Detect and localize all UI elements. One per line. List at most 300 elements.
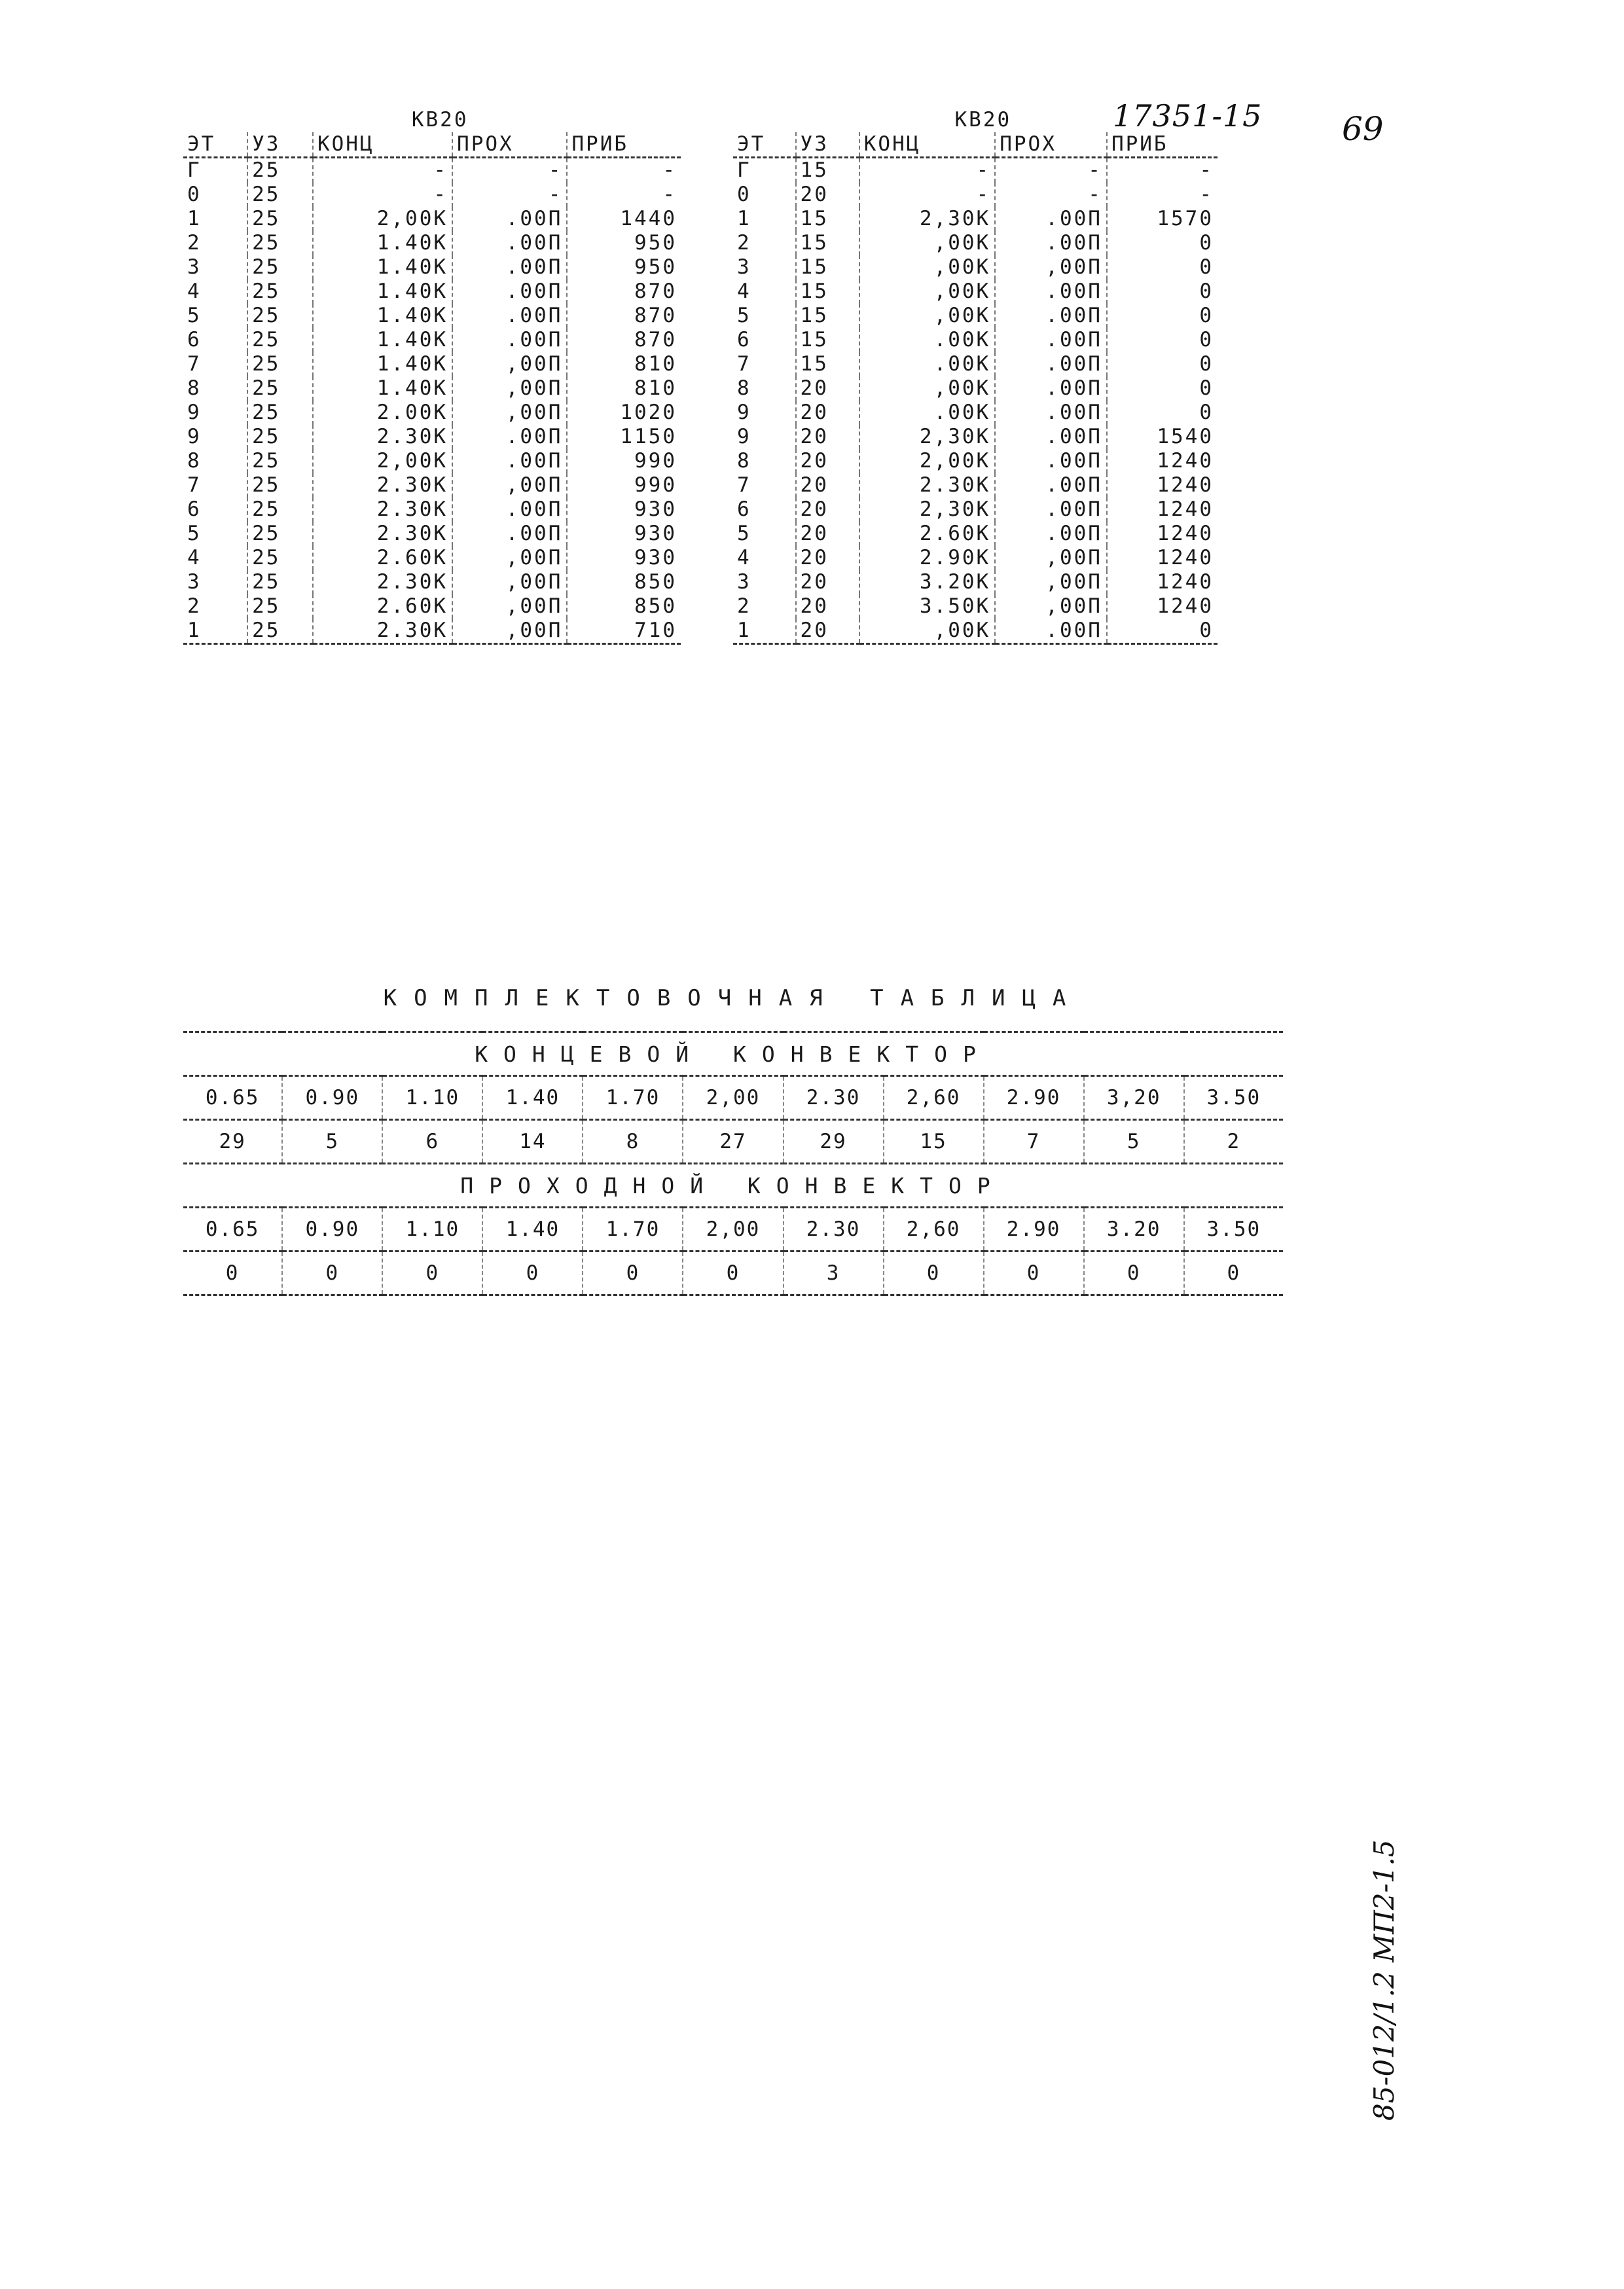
table-cell: ,00П [452, 570, 567, 594]
table-cell: - [313, 183, 452, 207]
table-row [183, 619, 681, 644]
table-cell: .00П [995, 328, 1107, 352]
table-row [733, 497, 1218, 522]
komplekt-table-title: КОМПЛЕКТОВОЧНАЯ ТАБЛИЦА [383, 985, 1083, 1011]
table-cell: - [567, 183, 681, 207]
table-row [183, 570, 681, 594]
table-cell: 7 [737, 352, 751, 376]
column-header: ПРОХ [452, 132, 567, 158]
table-cell: 3 [187, 255, 202, 279]
table-cell: ,00П [995, 546, 1107, 570]
count-cell: 29 [784, 1120, 884, 1164]
table-cell: 20 [796, 497, 859, 522]
table-cell: 2.60К [859, 522, 995, 546]
size-cell: 2,00 [683, 1208, 783, 1252]
table-cell: 2.30К [313, 619, 452, 644]
table-cell: 20 [796, 376, 859, 401]
table-row [733, 231, 1218, 255]
table-cell: 3 [737, 570, 751, 594]
table-cell: 15 [796, 304, 859, 328]
table-cell: .00П [452, 255, 567, 279]
table-cell: 25 [247, 522, 313, 546]
table-cell: 3 [187, 570, 202, 594]
table-cell: 810 [567, 352, 681, 376]
table-cell: 4 [187, 279, 202, 303]
table-cell: - [567, 158, 681, 183]
table-cell: 1240 [1107, 449, 1218, 473]
table-cell: 990 [567, 449, 681, 473]
table-cell: 25 [247, 570, 313, 594]
table-cell: .00П [995, 425, 1107, 449]
table-cell: 20 [796, 619, 859, 644]
table-cell: .00П [995, 522, 1107, 546]
table-cell: 2.30К [313, 425, 452, 449]
table-cell: Г [733, 158, 796, 183]
table-cell: 25 [247, 231, 313, 255]
section-name: ПРОХОДНОЙ КОНВЕКТОР [183, 1164, 1283, 1208]
size-cell: 2.90 [984, 1076, 1084, 1120]
size-cell: 1.70 [583, 1076, 683, 1120]
table-row [183, 473, 681, 497]
table-cell: 1150 [567, 425, 681, 449]
table-cell: 0 [1107, 352, 1218, 376]
size-cell: 0.65 [183, 1076, 282, 1120]
table-cell: ,00П [452, 594, 567, 619]
table-cell: 2,30К [859, 497, 995, 522]
table-cell: 0 [1107, 401, 1218, 425]
table-cell: 850 [567, 570, 681, 594]
table-row [183, 376, 681, 401]
table-row [183, 497, 681, 522]
count-cell: 14 [482, 1120, 583, 1164]
table-cell: - [313, 158, 452, 183]
table-cell: 25 [247, 546, 313, 570]
table-cell: .00П [452, 425, 567, 449]
table-cell: 7 [187, 352, 202, 376]
size-cell: 2,60 [884, 1208, 984, 1252]
table-cell: 25 [247, 352, 313, 376]
count-cell: 0 [984, 1252, 1084, 1295]
table-cell: 950 [567, 255, 681, 279]
table-row [183, 425, 681, 449]
komplekt-table [183, 1031, 1283, 1296]
table-cell: 870 [567, 328, 681, 352]
table-row [733, 570, 1218, 594]
table-cell: 2 [187, 594, 202, 618]
table-cell: 25 [247, 207, 313, 231]
table-cell: 710 [567, 619, 681, 644]
table-cell: .00К [859, 328, 995, 352]
table-cell: 6 [737, 328, 751, 351]
table-row [733, 279, 1218, 304]
sizes-row [183, 1208, 1283, 1252]
table-cell: 25 [247, 328, 313, 352]
table-row [183, 279, 681, 304]
table-cell: 930 [567, 497, 681, 522]
table-row [183, 158, 681, 183]
table-cell: 25 [247, 255, 313, 279]
table-cell: 9 [187, 401, 202, 424]
size-cell: 1.10 [382, 1208, 482, 1252]
table-cell: .00П [452, 231, 567, 255]
table-cell: 2.60К [313, 594, 452, 619]
table-cell: 25 [247, 279, 313, 304]
table-cell: 5 [187, 304, 202, 327]
table-cell: 9 [737, 425, 751, 448]
column-header: ПРОХ [995, 132, 1107, 158]
table-cell: 1240 [1107, 473, 1218, 497]
table-cell: ,00П [995, 255, 1107, 279]
table-cell: - [995, 158, 1107, 183]
table-cell: 25 [247, 158, 313, 183]
table-cell: 6 [187, 497, 202, 521]
table-cell: 2.30К [313, 497, 452, 522]
table-cell: 1.40К [313, 328, 452, 352]
sizes-row [183, 1076, 1283, 1120]
table-cell: 2.90К [859, 546, 995, 570]
table-cell: 25 [247, 449, 313, 473]
table-cell: .00П [995, 619, 1107, 644]
table-cell: 0 [1107, 304, 1218, 328]
table-cell: .00К [859, 352, 995, 376]
table-cell: .00П [452, 304, 567, 328]
table-cell: - [452, 158, 567, 183]
table-cell: 0 [1107, 376, 1218, 401]
count-cell: 8 [583, 1120, 683, 1164]
table-cell: ,00П [452, 546, 567, 570]
count-cell: 6 [382, 1120, 482, 1164]
table-cell: 2,00К [313, 207, 452, 231]
table-cell: 1240 [1107, 497, 1218, 522]
group-header: КВ20 [411, 108, 469, 132]
size-cell: 2.30 [784, 1076, 884, 1120]
table-row [733, 401, 1218, 425]
size-cell: 2,60 [884, 1076, 984, 1120]
table-row [733, 158, 1218, 183]
table-cell: .00П [452, 522, 567, 546]
table-cell: 1 [187, 207, 202, 230]
count-cell: 0 [1184, 1252, 1283, 1295]
table-cell: 7 [187, 473, 202, 497]
table-row [733, 352, 1218, 376]
count-cell: 0 [683, 1252, 783, 1295]
table-cell: 8 [187, 449, 202, 473]
column-header: УЗ [796, 132, 859, 158]
table-cell: 15 [796, 328, 859, 352]
table-cell: 1240 [1107, 546, 1218, 570]
table-cell: 25 [247, 183, 313, 207]
table-cell: ,00К [859, 619, 995, 644]
table-row [733, 619, 1218, 644]
table-cell: .00К [859, 401, 995, 425]
count-cell: 15 [884, 1120, 984, 1164]
table-cell: .00П [995, 231, 1107, 255]
size-cell: 0.65 [183, 1208, 282, 1252]
table-cell: 810 [567, 376, 681, 401]
size-cell: 2.90 [984, 1208, 1084, 1252]
left-table-body [183, 158, 681, 644]
table-cell: 15 [796, 352, 859, 376]
right-table-body [733, 158, 1218, 644]
table-cell: 1570 [1107, 207, 1218, 231]
table-cell: 15 [796, 207, 859, 231]
table-cell: 8 [737, 376, 751, 400]
table-cell: ,00К [859, 376, 995, 401]
count-cell: 5 [282, 1120, 382, 1164]
column-header: КОНЦ [859, 132, 995, 158]
table-cell: 1240 [1107, 570, 1218, 594]
table-row [733, 328, 1218, 352]
count-cell: 0 [282, 1252, 382, 1295]
table-cell: .00П [995, 352, 1107, 376]
table-cell: - [995, 183, 1107, 207]
table-cell: 20 [796, 522, 859, 546]
table-cell: 20 [796, 546, 859, 570]
table-cell: 2 [737, 594, 751, 618]
table-cell: 0 [1107, 619, 1218, 644]
table-cell: 930 [567, 522, 681, 546]
table-cell: 4 [737, 546, 751, 569]
table-row [183, 231, 681, 255]
table-cell: ,00К [859, 231, 995, 255]
table-cell: 25 [247, 401, 313, 425]
page-number: 69 [1342, 110, 1384, 148]
table-cell: 3.20К [859, 570, 995, 594]
table-cell: 8 [737, 449, 751, 473]
table-cell: 15 [796, 255, 859, 279]
count-cell: 7 [984, 1120, 1084, 1164]
section-header-row [183, 1032, 1283, 1076]
table-cell: 5 [187, 522, 202, 545]
table-cell: ,00К [859, 279, 995, 304]
table-cell: 7 [737, 473, 751, 497]
table-cell: 25 [247, 594, 313, 619]
size-cell: 0.90 [282, 1208, 382, 1252]
table-row [183, 401, 681, 425]
column-header: ЭТ [183, 132, 247, 158]
table-cell: .00П [995, 304, 1107, 328]
table-cell: 25 [247, 619, 313, 644]
size-cell: 3.20 [1084, 1208, 1184, 1252]
table-cell: 1 [737, 207, 751, 230]
table-cell: .00П [995, 449, 1107, 473]
table-cell: 20 [796, 183, 859, 207]
table-cell: .00П [995, 279, 1107, 304]
table-row [183, 207, 681, 231]
size-cell: 3.50 [1184, 1208, 1283, 1252]
size-cell: 1.10 [382, 1076, 482, 1120]
column-header: УЗ [247, 132, 313, 158]
table-cell: ,00П [452, 376, 567, 401]
table-cell: .00П [995, 376, 1107, 401]
table-row [733, 304, 1218, 328]
size-cell: 1.40 [482, 1208, 583, 1252]
table-cell: 15 [796, 158, 859, 183]
table-cell: 2.30К [313, 473, 452, 497]
table-cell: 5 [737, 522, 751, 545]
count-cell: 0 [583, 1252, 683, 1295]
document-number: 17351-15 [1113, 98, 1263, 134]
table-row [733, 376, 1218, 401]
table-cell: 25 [247, 425, 313, 449]
table-cell: 1.40К [313, 352, 452, 376]
table-row [183, 449, 681, 473]
table-cell: 3.50К [859, 594, 995, 619]
table-cell: 2,30К [859, 207, 995, 231]
table-cell: .00П [995, 497, 1107, 522]
table-cell: 25 [247, 376, 313, 401]
table-cell: - [859, 183, 995, 207]
table-row [183, 183, 681, 207]
table-cell: - [1107, 158, 1218, 183]
count-cell: 29 [183, 1120, 282, 1164]
table-cell: 25 [247, 473, 313, 497]
table-cell: .00П [452, 328, 567, 352]
table-cell: 0 [1107, 279, 1218, 304]
table-row [183, 304, 681, 328]
table-cell: 870 [567, 304, 681, 328]
table-cell: .00П [452, 449, 567, 473]
right-data-table [733, 108, 1218, 645]
table-row [183, 352, 681, 376]
table-cell: ,00К [859, 304, 995, 328]
table-cell: 0 [187, 183, 202, 206]
table-cell: .00П [452, 279, 567, 304]
table-cell: Г [183, 158, 247, 183]
table-cell: 6 [737, 497, 751, 521]
section-name: КОНЦЕВОЙ КОНВЕКТОР [183, 1032, 1283, 1076]
table-cell: 2,00К [313, 449, 452, 473]
count-cell: 0 [482, 1252, 583, 1295]
count-cell: 0 [382, 1252, 482, 1295]
table-cell: ,00П [452, 401, 567, 425]
table-cell: 1 [733, 619, 796, 644]
table-cell: ,00К [859, 255, 995, 279]
table-cell: 950 [567, 231, 681, 255]
table-cell: 930 [567, 546, 681, 570]
side-document-code: 85-012/1.2 МП2-1.5 [1368, 1839, 1400, 2121]
table-cell: 20 [796, 570, 859, 594]
table-cell: 870 [567, 279, 681, 304]
table-row [733, 207, 1218, 231]
table-row [733, 473, 1218, 497]
table-row [733, 594, 1218, 619]
table-cell: 2.60К [313, 546, 452, 570]
left-data-table [183, 108, 681, 645]
komplekt-table-body [183, 1032, 1283, 1295]
count-cell: 2 [1184, 1120, 1283, 1164]
table-cell: .00П [995, 207, 1107, 231]
table-cell: 9 [187, 425, 202, 448]
size-cell: 2.30 [784, 1208, 884, 1252]
table-cell: 20 [796, 594, 859, 619]
table-row [733, 546, 1218, 570]
table-cell: 0 [1107, 255, 1218, 279]
table-row [733, 255, 1218, 279]
counts-row [183, 1120, 1283, 1164]
table-cell: 2,30К [859, 425, 995, 449]
table-cell: 2.00К [313, 401, 452, 425]
table-cell: 1.40К [313, 279, 452, 304]
count-cell: 27 [683, 1120, 783, 1164]
table-row [183, 522, 681, 546]
table-cell: 2.30К [313, 522, 452, 546]
count-cell: 0 [183, 1252, 282, 1295]
table-cell: 25 [247, 497, 313, 522]
table-cell: .00П [452, 497, 567, 522]
table-cell: 5 [737, 304, 751, 327]
table-cell: 1240 [1107, 522, 1218, 546]
table-cell: 1440 [567, 207, 681, 231]
table-cell: 6 [187, 328, 202, 351]
counts-row [183, 1252, 1283, 1295]
table-cell: 20 [796, 473, 859, 497]
table-cell: 1540 [1107, 425, 1218, 449]
table-cell: 1.40К [313, 231, 452, 255]
table-cell: - [452, 183, 567, 207]
count-cell: 0 [884, 1252, 984, 1295]
size-cell: 1.40 [482, 1076, 583, 1120]
size-cell: 1.70 [583, 1208, 683, 1252]
table-cell: ,00П [452, 352, 567, 376]
table-cell: 9 [737, 401, 751, 424]
table-cell: 15 [796, 279, 859, 304]
group-header: КВ20 [954, 108, 1012, 132]
table-cell: 1.40К [313, 304, 452, 328]
table-row [733, 449, 1218, 473]
table-cell: 2 [187, 231, 202, 255]
table-cell: 4 [737, 279, 751, 303]
table-cell: - [1107, 183, 1218, 207]
column-header: ЭТ [733, 132, 796, 158]
table-cell: ,00П [452, 619, 567, 644]
column-header: КОНЦ [313, 132, 452, 158]
table-cell: 0 [1107, 231, 1218, 255]
table-cell: 1.40К [313, 255, 452, 279]
table-cell: 1020 [567, 401, 681, 425]
count-cell: 3 [784, 1252, 884, 1295]
count-cell: 0 [1084, 1252, 1184, 1295]
table-cell: .00П [995, 473, 1107, 497]
table-cell: ,00П [995, 594, 1107, 619]
size-cell: 3,20 [1084, 1076, 1184, 1120]
table-cell: 2.30К [859, 473, 995, 497]
size-cell: 0.90 [282, 1076, 382, 1120]
table-cell: ,00П [452, 473, 567, 497]
column-header: ПРИБ [567, 132, 681, 158]
table-row [733, 522, 1218, 546]
size-cell: 2,00 [683, 1076, 783, 1120]
count-cell: 5 [1084, 1120, 1184, 1164]
table-cell: 15 [796, 231, 859, 255]
table-cell: 850 [567, 594, 681, 619]
table-cell: 1240 [1107, 594, 1218, 619]
table-row [183, 255, 681, 279]
table-row [183, 546, 681, 570]
table-cell: 1 [183, 619, 247, 644]
table-row [733, 425, 1218, 449]
table-cell: 4 [187, 546, 202, 569]
table-row [183, 328, 681, 352]
size-cell: 3.50 [1184, 1076, 1283, 1120]
table-cell: 2 [737, 231, 751, 255]
table-cell: 1.40К [313, 376, 452, 401]
table-cell: 0 [737, 183, 751, 206]
table-cell: 20 [796, 425, 859, 449]
table-cell: 20 [796, 449, 859, 473]
table-cell: .00П [995, 401, 1107, 425]
table-row [733, 183, 1218, 207]
